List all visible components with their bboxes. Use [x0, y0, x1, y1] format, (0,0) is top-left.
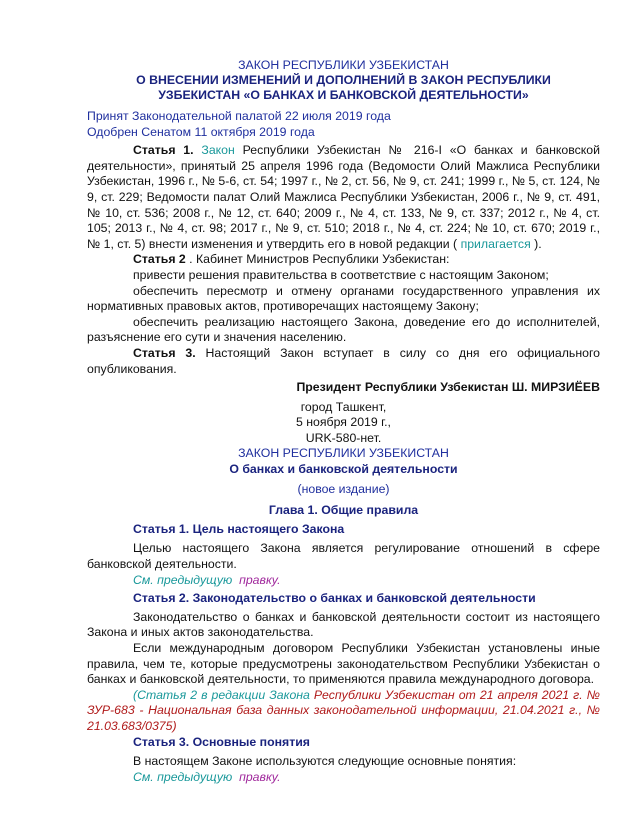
amendment-note — [87, 688, 600, 735]
new-article-3-heading: Статья 3. Основные понятия — [133, 734, 310, 749]
law-link[interactable]: Закон — [201, 143, 235, 158]
article-2-item: обеспечить пересмотр и отмену органами государственного управления их нормативных правовых актов, противоречащих настоящему Закону; — [87, 283, 600, 314]
new-law-type: ЗАКОН РЕСПУБЛИКИ УЗБЕКИСТАН — [238, 446, 449, 461]
article-2-label: Статья 2 — [133, 252, 186, 267]
amendment-note-prefix: (Статья 2 в редакции Закона — [133, 687, 310, 702]
president-signature: Президент Республики Узбекистан Ш. МИРЗИЁЕВ — [296, 380, 600, 395]
signing-date: 5 ноября 2019 г., — [296, 415, 391, 430]
previous-revision-link[interactable]: правку. — [239, 572, 281, 587]
paren-open: ( — [449, 236, 461, 251]
new-law-title: О банках и банковской деятельности — [229, 462, 458, 477]
see-previous-note — [87, 770, 600, 786]
article-2 — [87, 252, 600, 268]
law-title-line1: О ВНЕСЕНИИ ИЗМЕНЕНИЙ И ДОПОЛНЕНИЙ В ЗАКОН РЕСПУБЛИКИ — [136, 73, 551, 87]
article-1 — [87, 143, 600, 252]
see-previous-text: См. предыдущую — [133, 769, 233, 784]
amending-law-link[interactable]: Республики Узбекистан от 21 апреля 2021 г. № ЗУР-683 - Национальная база данных законодательной информации, 21.04.2021 г., № 21.03.683/0375) — [87, 687, 601, 733]
article-2-item: обеспечить реализацию настоящего Закона, доведение его до исполнителей, разъяснение его сути и значения населению. — [87, 314, 600, 345]
article-2-text: . Кабинет Министров Республики Узбекистан: — [185, 252, 450, 267]
new-article-2-paragraph: Если международным договором Республики Узбекистан установлены иные правила, чем те, которые предусмотрены законодательством Республики Узбекистан о банках и банковской деятельности, то применяются правила международного договора. — [87, 641, 600, 687]
law-title-line2: УЗБЕКИСТАН «О БАНКАХ И БАНКОВСКОЙ ДЕЯТЕЛЬНОСТИ» — [158, 88, 529, 102]
law-type-heading: ЗАКОН РЕСПУБЛИКИ УЗБЕКИСТАН — [238, 58, 449, 72]
new-edition-label: (новое издание) — [297, 481, 390, 496]
article-2-item: привести решения правительства в соответствие с настоящим Законом; — [133, 267, 549, 282]
approved-date: Одобрен Сенатом 11 октября 2019 года — [87, 124, 315, 139]
law-number: URK-580-нет. — [305, 430, 382, 445]
article-3-label: Статья 3. — [133, 345, 196, 360]
see-previous-text: См. предыдущую — [133, 572, 233, 587]
new-article-1-heading: Статья 1. Цель настоящего Закона — [133, 521, 345, 536]
signing-city: город Ташкент, — [300, 399, 387, 414]
adoption-info — [87, 109, 600, 140]
attached-link[interactable]: прилагается — [460, 236, 531, 251]
adopted-date: Принят Законодательной палатой 22 июля 2019 года — [87, 109, 391, 123]
article-1-label: Статья 1. — [133, 143, 194, 158]
new-article-3-paragraph: В настоящем Законе используются следующие основные понятия: — [133, 754, 517, 769]
document-page — [87, 58, 600, 785]
new-article-1-paragraph: Целью настоящего Закона является регулирование отношений в сфере банковской деятельности. — [87, 541, 600, 572]
paren-close: ). — [530, 236, 542, 251]
chapter-heading: Глава 1. Общие правила — [268, 503, 419, 518]
previous-revision-link[interactable]: правку. — [239, 769, 281, 784]
new-article-2-paragraph: Законодательство о банках и банковской деятельности состоит из настоящего Закона и иных актов законодательства. — [87, 609, 600, 640]
new-article-2-heading: Статья 2. Законодательство о банках и банковской деятельности — [133, 591, 536, 606]
signing-place — [87, 400, 600, 447]
article-1-text: Республики Узбекистан № 216-I «О банках и банковской деятельности», принятый 25 апреля 1996 года (Ведомости Олий Мажлиса Республики Узбекистан, 1996 г., № 5-6, ст. 54; 1997 г., № 2, ст. 56, № 9, ст. 241; 1999 г., № 5, ст. 124, № 9, ст. 229; Ведомости палат Олий Мажлиса Республики Узбекистан, 2006 г., № 9, ст. 491, № 10, ст. 536; 2008 г., № 12, ст. 640; 2009 г., № 4, ст. 133, № 9, ст. 337; 2012 г., № 4, ст. 105; 2013 г., № 4, ст. 98; 2017 г., № 9, ст. 510; 2018 г., № 4, ст. 224; № 10, ст. 670; 2019 г., № 1, ст. 5) внести изменения и утвердить его в новой редакции — [87, 143, 600, 251]
article-3 — [87, 346, 600, 377]
article-3-text: Настоящий Закон вступает в силу со дня его официального опубликования. — [87, 345, 601, 376]
see-previous-note — [87, 573, 600, 589]
